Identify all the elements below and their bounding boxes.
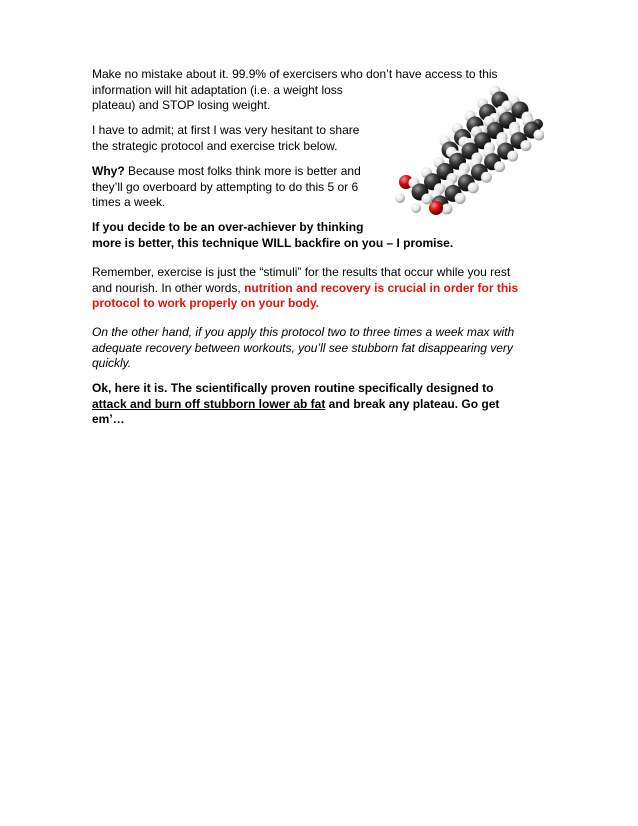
hydrogen-atom [411, 203, 421, 213]
text-line: quickly. [92, 356, 132, 370]
hydrogen-atom [520, 140, 531, 151]
why-text: Because most folks think more is better and [124, 164, 361, 178]
text-line: em’… [92, 412, 125, 426]
paragraph-routine [92, 381, 499, 428]
text-line [92, 164, 361, 180]
text-line: plateau) and STOP losing weight. [92, 98, 271, 112]
hydrogen-atom [468, 182, 479, 193]
text-line: On the other hand, if you apply this protocol two to three times a week max with [92, 325, 515, 339]
molecule-image [392, 80, 544, 218]
paragraph-why [92, 164, 361, 211]
hydrogen-atom [507, 151, 518, 162]
text-line [92, 397, 499, 413]
highlight-red: protocol to work properly on your body. [92, 296, 320, 310]
text-line: I have to admit; at first I was very hesitant to share [92, 123, 360, 137]
hydrogen-atom [442, 204, 453, 215]
paragraph-other-hand [92, 325, 514, 372]
why-label: Why? [92, 164, 125, 178]
text-line: If you decide to be an over-achiever by thinking [92, 220, 364, 234]
paragraph-warning [92, 220, 453, 251]
text-line: Make no mistake about it. 99.9% of exercisers who don’t have access to this [92, 67, 498, 81]
text-segment: and nourish. In other words, [92, 280, 245, 295]
hydrogen-atom [481, 172, 492, 183]
hydrogen-atom [455, 193, 466, 204]
hydrogen-atom [422, 194, 433, 205]
highlight-red: nutrition and recovery is crucial in order for this [244, 280, 519, 295]
hydrogen-atom [494, 161, 505, 172]
text-line [92, 281, 518, 297]
text-line: they’ll go overboard by attempting to do this 5 or 6 [92, 179, 359, 194]
paragraph-remember [92, 265, 518, 312]
hydrogen-atom [534, 130, 545, 141]
molecule-atoms [395, 86, 544, 216]
text-line: the strategic protocol and exercise trick below. [92, 138, 338, 153]
text-line: information will hit adaptation (i.e. a weight loss [92, 82, 343, 97]
text-line: Ok, here it is. The scientifically proven routine specifically designed to [92, 381, 494, 395]
text-line: times a week. [92, 195, 166, 209]
underlined-phrase: attack and burn off stubborn lower ab fat [92, 396, 326, 411]
text-segment: and break any plateau. Go get [325, 396, 500, 411]
oxygen-atom [429, 201, 443, 215]
paragraph-hesitant [92, 123, 359, 154]
hydrogen-atom [395, 193, 405, 203]
text-line: adequate recovery between workouts, you’ll see stubborn fat disappearing very [92, 340, 513, 355]
text-line: more is better, this technique WILL backfire on you – I promise. [92, 235, 454, 250]
text-line: Remember, exercise is just the “stimuli” for the results that occur while you rest [92, 265, 511, 279]
